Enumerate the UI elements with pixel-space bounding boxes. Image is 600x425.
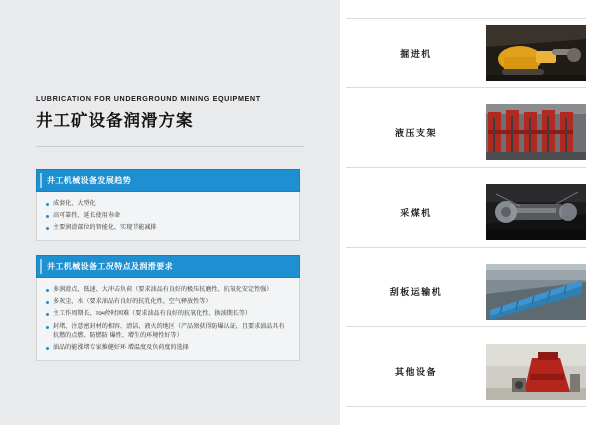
list-item-text: 多灰尘、水（要求油品有良好的抗乳化性、空气释放性等） (53, 298, 212, 306)
right-panel (340, 0, 600, 425)
list-item (46, 223, 290, 232)
equipment-label: 采煤机 (400, 207, 432, 218)
info-block-requirements-heading: 井工机械设备工况特点及润滑要求 (36, 255, 300, 278)
list-item-text: 成套化、大型化 (53, 199, 96, 207)
bullet-dot-icon (46, 313, 49, 316)
info-block-trends-body (36, 192, 300, 241)
list-item[interactable] (346, 337, 586, 407)
list-item[interactable] (346, 178, 586, 248)
page-title: 井工矿设备润滑方案 (36, 111, 194, 130)
bullet-dot-icon (46, 347, 49, 350)
list-item (46, 322, 290, 340)
roadheader-photo (486, 25, 586, 81)
equipment-label: 刮板运输机 (389, 287, 443, 298)
list-item-text: 主工作周期长、точ停时困难（要求油品有良好的抗氧化性、换油期长等） (53, 310, 252, 318)
list-item-text: 主要润滑部位的智能化、实现节能减排 (53, 224, 157, 231)
equipment-label: 掘进机 (400, 48, 432, 59)
list-item (46, 309, 290, 318)
bullet-dot-icon (46, 203, 49, 206)
list-item-text: 高可靠性、延长使用寿命 (53, 211, 121, 219)
list-item-text: 封堵、注意密封材的相容、清洁、液火的地区（产品须获得防爆认证，且要求油品具有抗燃的点燃、防燃防 爆性、增生的环境性好等） (53, 322, 285, 339)
list-item[interactable] (346, 257, 586, 327)
hydraulic-support-photo (486, 104, 586, 160)
list-item (46, 343, 290, 352)
list-item-text: 多润滑点、低速、大冲击负荷（要求油品有良好的极压抗磨性、抗氧化安定性强） (53, 286, 273, 294)
info-block-trends (36, 169, 300, 241)
scraper-conveyor-photo (486, 264, 586, 320)
list-item (46, 285, 290, 294)
bullet-dot-icon (46, 227, 49, 230)
equipment-label: 液压支架 (394, 127, 437, 138)
equipment-list (346, 18, 586, 407)
bullet-dot-icon (46, 301, 49, 304)
list-item-text: 油品的能涨堵专家推健好环 增温度及负荷度的选择 (53, 343, 189, 351)
list-item[interactable] (346, 18, 586, 88)
title-divider (36, 146, 304, 147)
list-item (46, 199, 290, 208)
panel-divider (340, 0, 342, 425)
equipment-label: 其他设备 (394, 367, 437, 377)
other-equipment-photo (486, 344, 586, 400)
bullet-dot-icon (46, 326, 49, 329)
list-item (46, 297, 290, 306)
info-block-requirements (36, 255, 300, 361)
bullet-dot-icon (46, 215, 49, 218)
bullet-dot-icon (46, 289, 49, 292)
page-kicker: LUBRICATION FOR UNDERGROUND MINING EQUIPMENT (36, 94, 261, 103)
list-item[interactable] (346, 98, 586, 168)
coal-shearer-photo (486, 184, 586, 240)
list-item (46, 211, 290, 220)
info-block-requirements-body (36, 278, 300, 361)
info-block-trends-heading: 井工机械设备发展趋势 (36, 169, 300, 192)
left-content (36, 95, 304, 361)
